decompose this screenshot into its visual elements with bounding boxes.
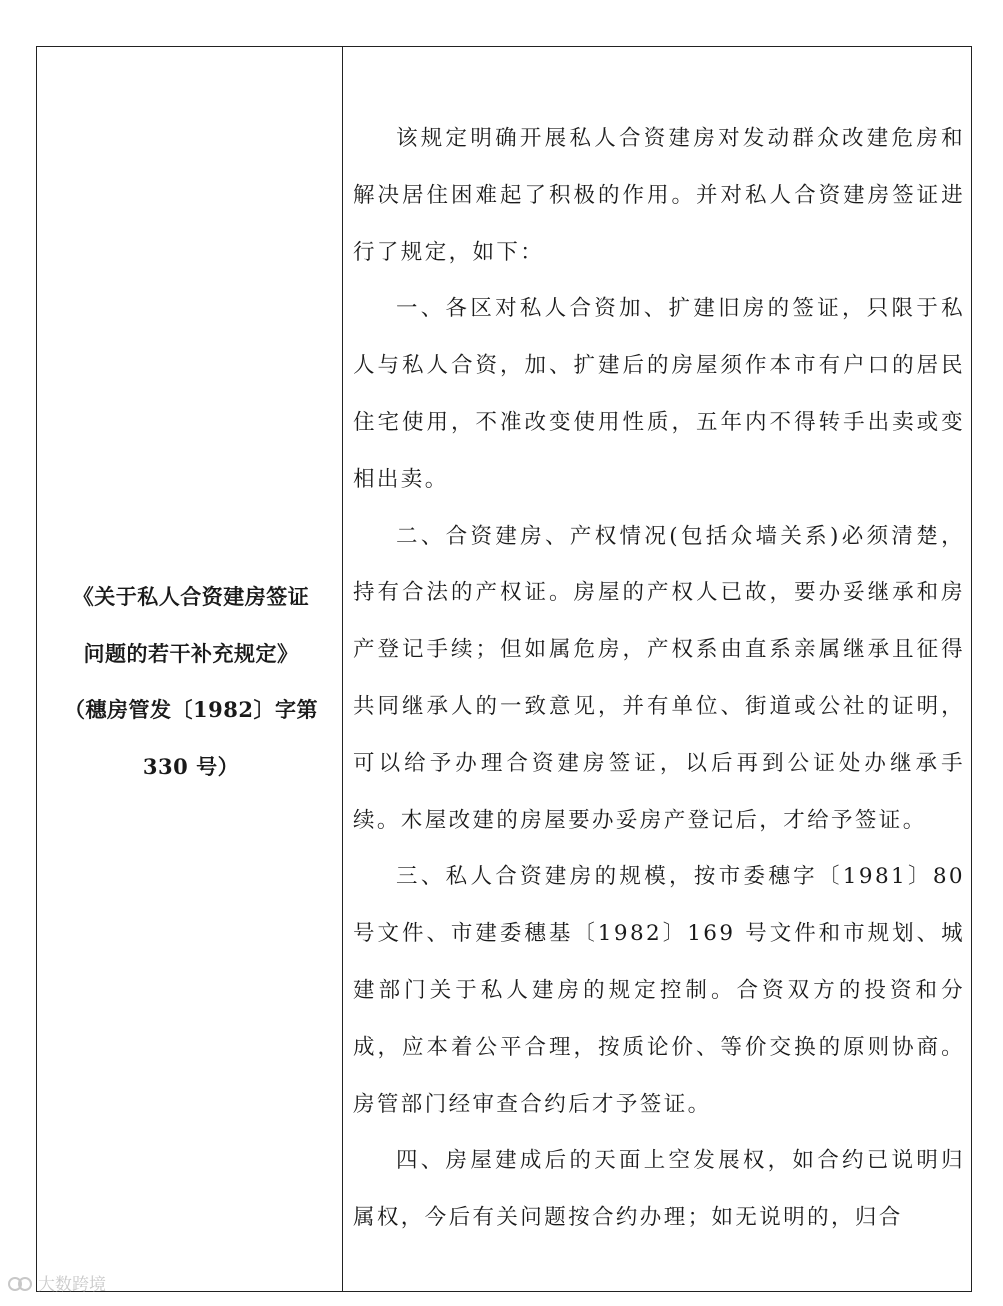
title-line: 问题的若干补充规定》: [83, 640, 299, 666]
paragraph-intro: 该规定明确开展私人合资建房对发动群众改建危房和解决居住困难起了积极的作用。并对私人合资建房签证进行了规定，如下：: [353, 126, 965, 265]
right-cell: [353, 111, 965, 1247]
logo-circles-icon: [8, 1273, 34, 1293]
title-line: 《关于私人合资建房签证: [72, 584, 310, 609]
title-line: （穗房管发〔1982〕字第: [64, 697, 318, 722]
watermark-text: 大数跨境: [38, 1275, 106, 1295]
paragraph-item-1: 一、各区对私人合资加、扩建旧房的签证，只限于私人与私人合资，加、扩建后的房屋须作本市有户口的居民住宅使用，不准改变使用性质，五年内不得转手出卖或变相出卖。: [353, 296, 965, 492]
watermark: [8, 1270, 106, 1295]
paragraph-item-4: 四、房屋建成后的天面上空发展权，如合约已说明归属权，今后有关问题按合约办理；如无说明的，归合: [353, 1148, 965, 1231]
paragraph-item-2: 二、合资建房、产权情况(包括众墙关系)必须清楚，持有合法的产权证。房屋的产权人已故，要办妥继承和房产登记手续；但如属危房，产权系由直系亲属继承且征得共同继承人的一致意见，并有单位、街道或公社的证明，可以给予办理合资建房签证，以后再到公证处办继承手续。木屋改建的房屋要办妥房产登记后，才给予签证。: [353, 523, 965, 833]
regulation-title: [51, 569, 331, 795]
column-divider: [342, 47, 343, 1291]
left-cell: [37, 47, 342, 1291]
paragraph-item-3: 三、私人合资建房的规模，按市委穗字〔1981〕80号文件、市建委穗基〔1982〕169 号文件和市规划、城建部门关于私人建房的规定控制。合资双方的投资和分成，应本着公平合理，按质论价、等价交换的原则协商。房管部门经审查合约后才予签证。: [353, 864, 965, 1117]
title-line: 330 号）: [142, 753, 240, 779]
document-table: [36, 46, 972, 1292]
